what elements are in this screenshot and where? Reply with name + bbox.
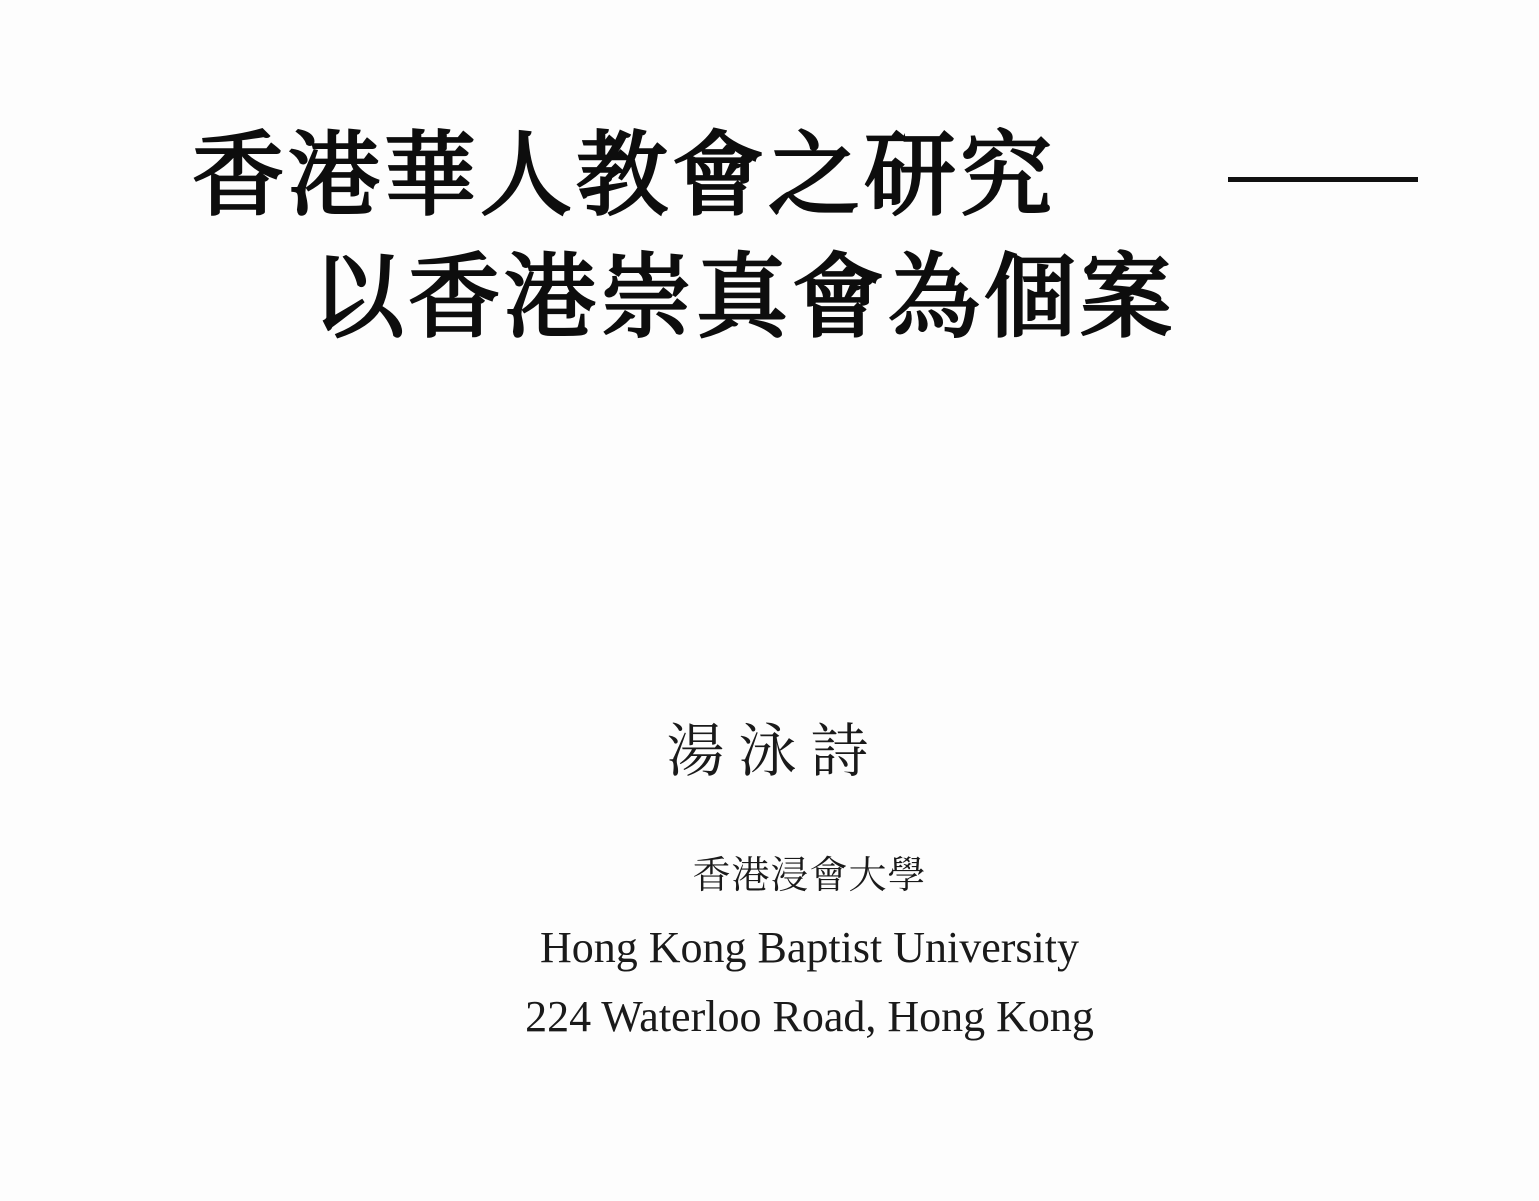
- author-name: 湯泳詩: [666, 717, 883, 785]
- title-line-1: 香港華人教會之研究: [192, 122, 1057, 229]
- institution-address: 224 Waterloo Road, Hong Kong: [525, 992, 1094, 1041]
- title-line-2: 以香港崇真會為個案: [312, 244, 1177, 351]
- institution-name-english: Hong Kong Baptist University: [540, 923, 1079, 972]
- title-dash: [1228, 177, 1418, 182]
- institution-name-chinese: 香港浸會大學: [692, 853, 927, 897]
